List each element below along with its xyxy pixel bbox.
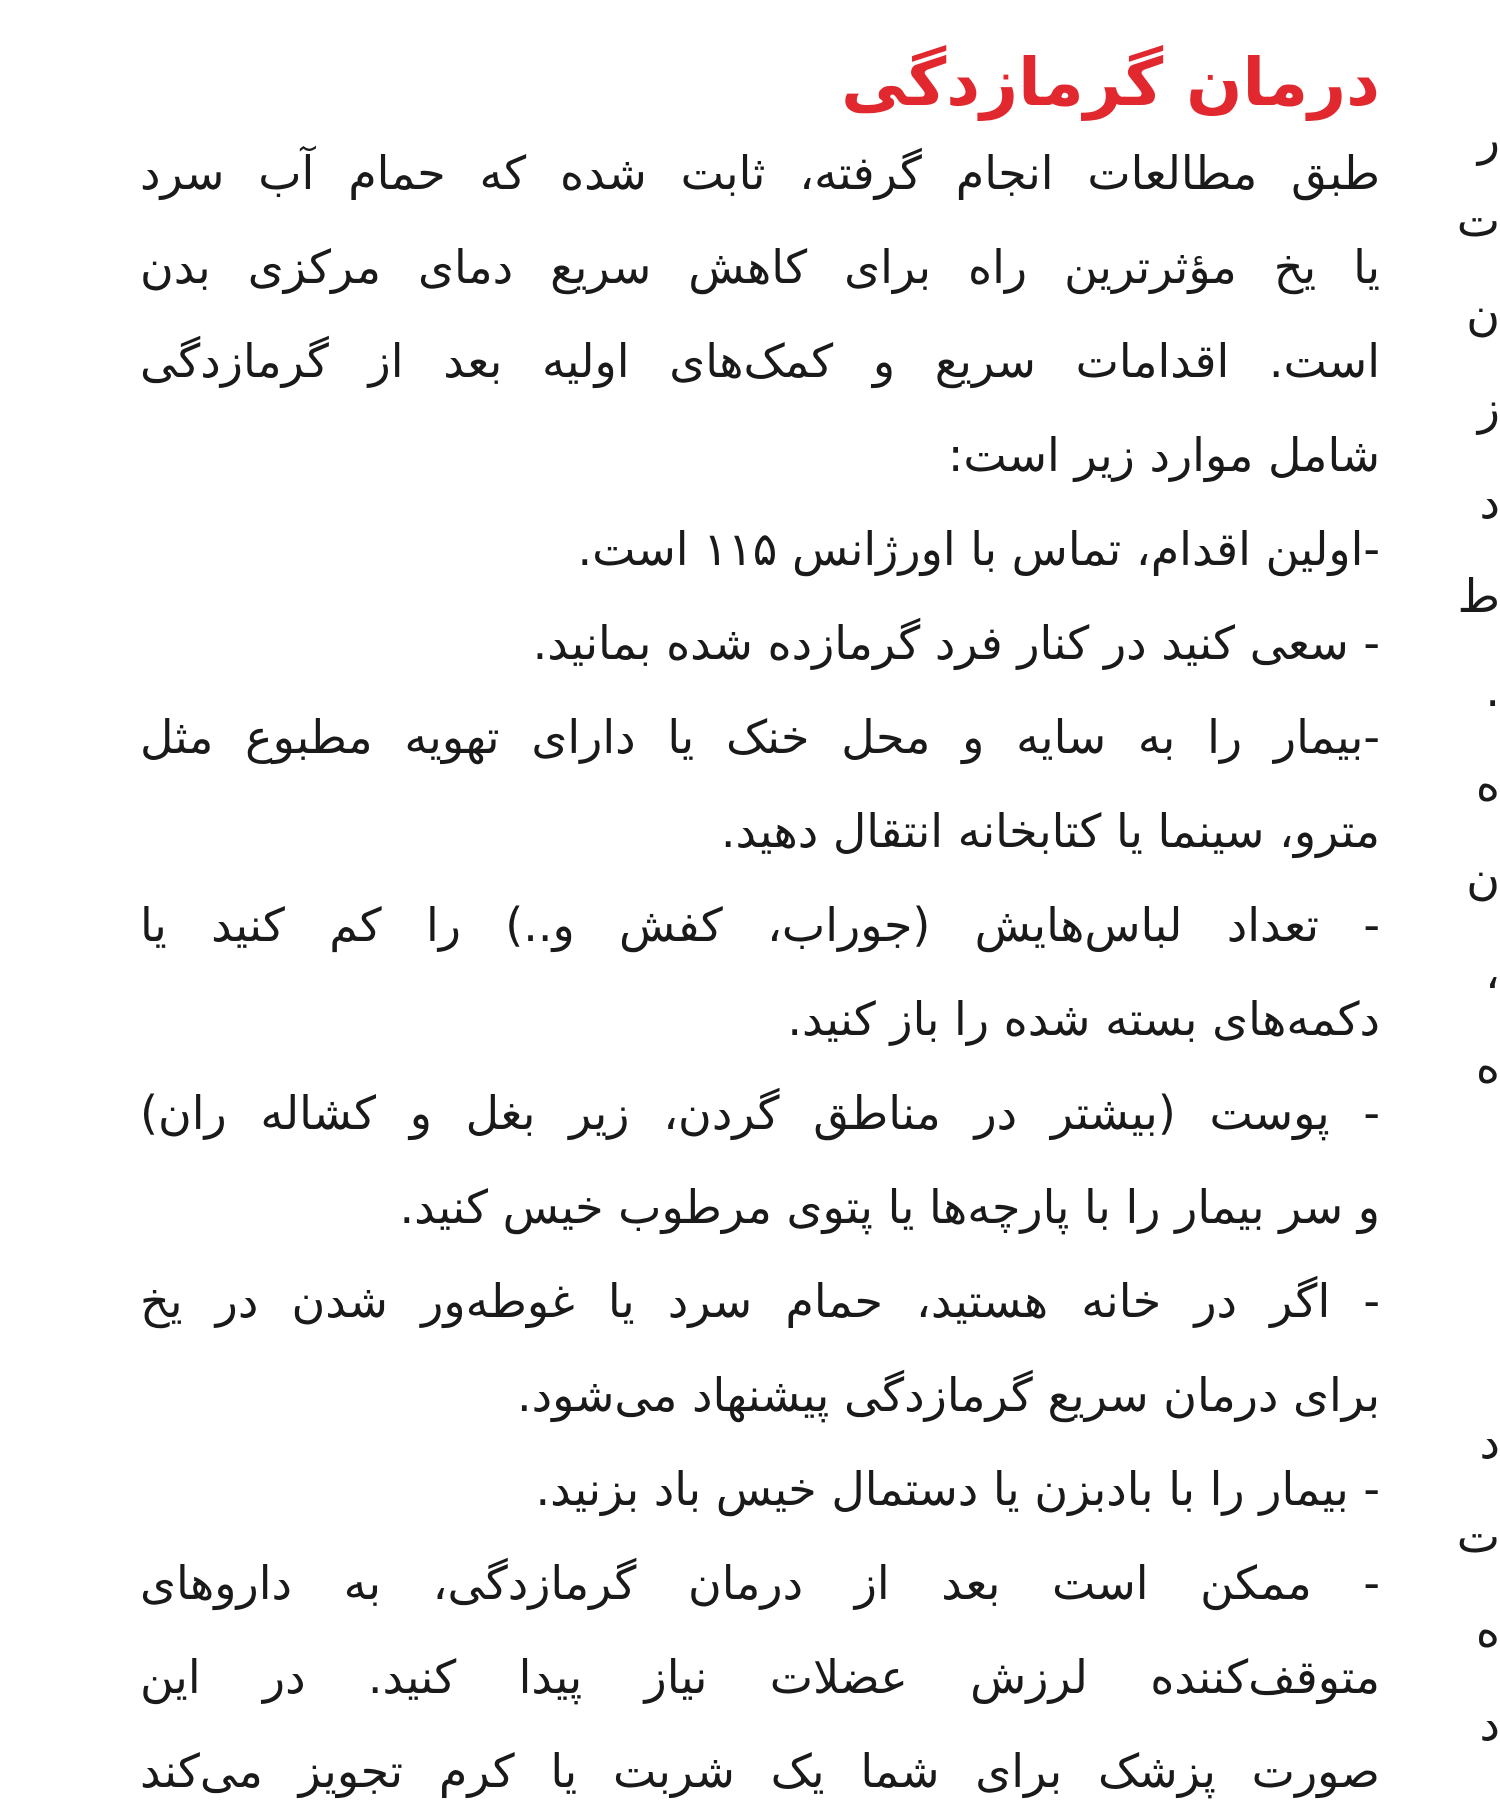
adjacent-column-char: ن bbox=[1466, 287, 1500, 341]
adjacent-column-char: ، bbox=[1485, 945, 1500, 999]
adjacent-column-char: ه bbox=[1475, 1603, 1500, 1657]
article-column bbox=[140, 40, 1380, 1798]
article-list-item: - بیمار را با بادبزن یا دستمال خیس باد بزنید. bbox=[535, 1462, 1380, 1516]
adjacent-column-char: د bbox=[1479, 1697, 1500, 1751]
article-line: یا یخ مؤثرترین راه برای کاهش سریع دمای مرکزی بدن bbox=[140, 240, 1380, 294]
article-line-cropped: صورت پزشک برای شما یک شربت یا کرم تجویز می‌کند bbox=[140, 1744, 1380, 1798]
adjacent-column-char: ر bbox=[1477, 112, 1500, 166]
adjacent-column-fragment bbox=[1456, 40, 1500, 1777]
article-list-item: -اولین اقدام، تماس با اورژانس ۱۱۵ است. bbox=[577, 522, 1380, 576]
adjacent-column-char: ت bbox=[1456, 193, 1500, 247]
adjacent-column-char: ن bbox=[1466, 851, 1500, 905]
adjacent-column-char: د bbox=[1479, 475, 1500, 529]
adjacent-column-char: ط bbox=[1457, 569, 1500, 623]
article-line: و سر بیمار را با پارچه‌ها یا پتوی مرطوب خیس کنید. bbox=[399, 1180, 1380, 1234]
article-list-item: -بیمار را به سایه و محل خنک یا دارای تهویه مطبوع مثل bbox=[140, 710, 1380, 764]
article-title: درمان گرمازدگی bbox=[841, 44, 1380, 121]
article-line: دکمه‌های بسته شده را باز کنید. bbox=[787, 992, 1380, 1046]
adjacent-column-char: ه bbox=[1475, 1039, 1500, 1093]
adjacent-column-char: ت bbox=[1456, 1509, 1500, 1563]
article-line: است. اقدامات سریع و کمک‌های اولیه بعد از گرمازدگی bbox=[140, 334, 1380, 388]
article-list-item: - اگر در خانه هستید، حمام سرد یا غوطه‌ور شدن در یخ bbox=[140, 1274, 1380, 1328]
adjacent-column-char: . bbox=[1485, 663, 1500, 717]
article-line: مترو، سینما یا کتابخانه انتقال دهید. bbox=[720, 804, 1380, 858]
article-line: شامل موارد زیر است: bbox=[947, 428, 1380, 482]
article-list-item: - پوست (بیشتر در مناطق گردن، زیر بغل و کشاله ران) bbox=[140, 1086, 1380, 1140]
adjacent-column-char: ز bbox=[1477, 381, 1500, 435]
article-line: متوقف‌کننده لرزش عضلات نیاز پیدا کنید. در این bbox=[140, 1650, 1380, 1704]
adjacent-column-char: ه bbox=[1475, 757, 1500, 811]
article-line: برای درمان سریع گرمازدگی پیشنهاد می‌شود. bbox=[517, 1368, 1380, 1422]
article-list-item: - سعی کنید در کنار فرد گرمازده شده بمانید. bbox=[532, 616, 1380, 670]
adjacent-column-char: د bbox=[1479, 1415, 1500, 1469]
article-list-item: - ممکن است بعد از درمان گرمازدگی، به داروهای bbox=[140, 1556, 1380, 1610]
article-line: طبق مطالعات انجام گرفته، ثابت شده که حمام آب سرد bbox=[140, 146, 1380, 200]
article-list-item: - تعداد لباس‌هایش (جوراب، کفش و..) را کم کنید یا bbox=[140, 898, 1380, 952]
